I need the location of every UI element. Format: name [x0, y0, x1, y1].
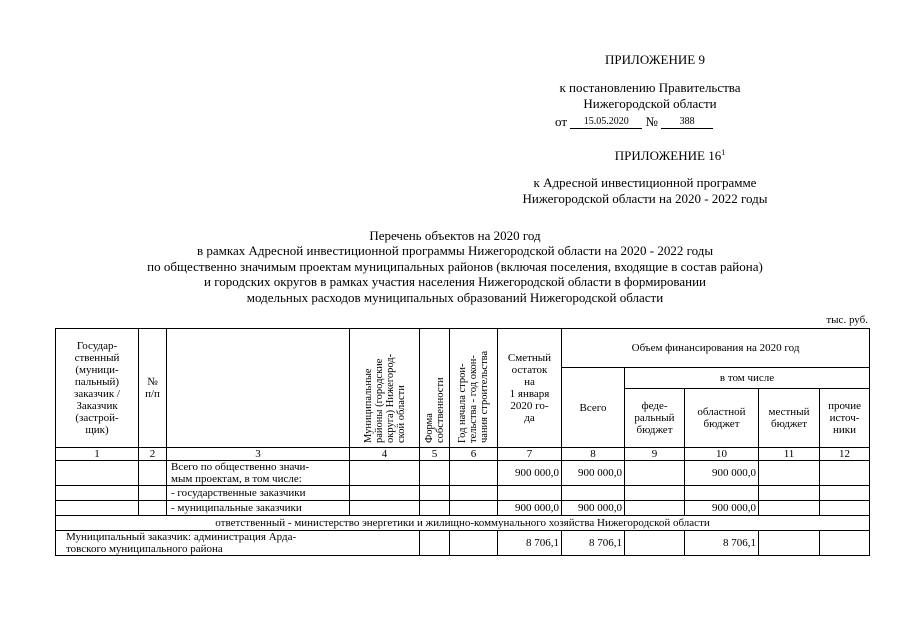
header-object	[167, 329, 350, 448]
header-total: Всего	[562, 368, 625, 448]
column-number: 4	[350, 448, 420, 461]
row-estimate	[498, 486, 562, 501]
date-prefix: от	[555, 114, 568, 129]
number-prefix: №	[645, 114, 658, 129]
column-number: 7	[498, 448, 562, 461]
title-line-1: Перечень объектов на 2020 год	[369, 228, 541, 243]
header-districts: Муниципальные районы (городские округа) Нижегород- ской области	[362, 353, 407, 443]
document-title	[60, 228, 850, 305]
table-row-total	[56, 461, 870, 486]
header-other: прочие источ- ники	[820, 389, 870, 448]
program-line-1: к Адресной инвестиционной программе	[533, 175, 757, 190]
column-number: 10	[685, 448, 759, 461]
row-regional: 900 000,0	[685, 461, 759, 486]
program-reference	[450, 175, 840, 207]
column-number: 11	[759, 448, 820, 461]
row-regional: 8 706,1	[685, 531, 759, 556]
row-regional	[685, 486, 759, 501]
municipal-customer: Муниципальный заказчик: администрация Арда- товского муниципального района	[56, 531, 420, 556]
header-regional: областной бюджет	[685, 389, 759, 448]
row-total: 900 000,0	[562, 461, 625, 486]
appendix-16-superscript: 1	[721, 148, 726, 157]
column-number: 1	[56, 448, 139, 461]
units-label: тыс. руб.	[826, 314, 868, 326]
header-federal: феде- ральный бюджет	[625, 389, 685, 448]
column-number: 12	[820, 448, 870, 461]
row-label: Всего по общественно значи- мым проектам, в том числе:	[167, 461, 350, 486]
column-number: 3	[167, 448, 350, 461]
row-regional: 900 000,0	[685, 501, 759, 516]
header-financing: Объем финансирования на 2020 год	[562, 329, 870, 368]
row-estimate: 900 000,0	[498, 461, 562, 486]
header-districts-cell	[350, 329, 420, 448]
decree-reference	[500, 80, 800, 112]
table-row-customer	[56, 531, 870, 556]
decree-line-2: Нижегородской области	[583, 96, 717, 111]
header-including: в том числе	[625, 368, 870, 389]
header-estimate: Сметный остаток на 1 января 2020 го- да	[498, 329, 562, 448]
header-number: № п/п	[139, 329, 167, 448]
title-line-4: и городских округов в рамках участия населения Нижегородской области в формировании	[203, 274, 706, 290]
title-line-5: модельных расходов муниципальных образований Нижегородской области	[246, 289, 664, 305]
header-ownership-cell	[420, 329, 450, 448]
row-estimate: 900 000,0	[498, 501, 562, 516]
header-years: Год начала строи- тельства - год окон- чания строительства	[457, 350, 490, 443]
objects-table	[55, 328, 870, 556]
row-label: - государственные заказчики	[167, 486, 350, 501]
column-number: 9	[625, 448, 685, 461]
decree-date-number	[555, 114, 713, 130]
header-local: местный бюджет	[759, 389, 820, 448]
appendix-9-title: ПРИЛОЖЕНИЕ 9	[605, 52, 705, 67]
decree-date: 15.05.2020	[570, 116, 642, 129]
row-total	[562, 486, 625, 501]
table-row-municipal	[56, 501, 870, 516]
header-years-cell	[450, 329, 498, 448]
appendix-16-text: ПРИЛОЖЕНИЕ 16	[614, 148, 722, 163]
column-number: 5	[420, 448, 450, 461]
row-total: 8 706,1	[562, 531, 625, 556]
column-number: 2	[139, 448, 167, 461]
appendix-16-title	[520, 148, 820, 164]
table-row-state	[56, 486, 870, 501]
responsible-ministry: ответственный - министерство энергетики и жилищно-коммунального хозяйства Нижегородской области	[56, 516, 870, 531]
decree-line-1: к постановлению Правительства	[559, 80, 741, 95]
row-label: - муниципальные заказчики	[167, 501, 350, 516]
title-line-2: в рамках Адресной инвестиционной программы Нижегородской области на 2020 - 2022 годы	[196, 243, 714, 259]
column-number: 6	[450, 448, 498, 461]
column-number-row	[56, 448, 870, 461]
row-total: 900 000,0	[562, 501, 625, 516]
header-ownership: Форма собственности	[423, 376, 446, 443]
row-estimate: 8 706,1	[498, 531, 562, 556]
column-number: 8	[562, 448, 625, 461]
decree-number: 388	[661, 116, 713, 129]
program-line-2: Нижегородской области на 2020 - 2022 годы	[522, 191, 768, 206]
header-customer: Государ- ственный (муници- пальный) заказчик / Заказчик (застрой- щик)	[56, 329, 139, 448]
table-row-responsible	[56, 516, 870, 531]
title-line-3: по общественно значимым проектам муниципальных районов (включая поселения, входящие в состав района)	[147, 258, 763, 274]
